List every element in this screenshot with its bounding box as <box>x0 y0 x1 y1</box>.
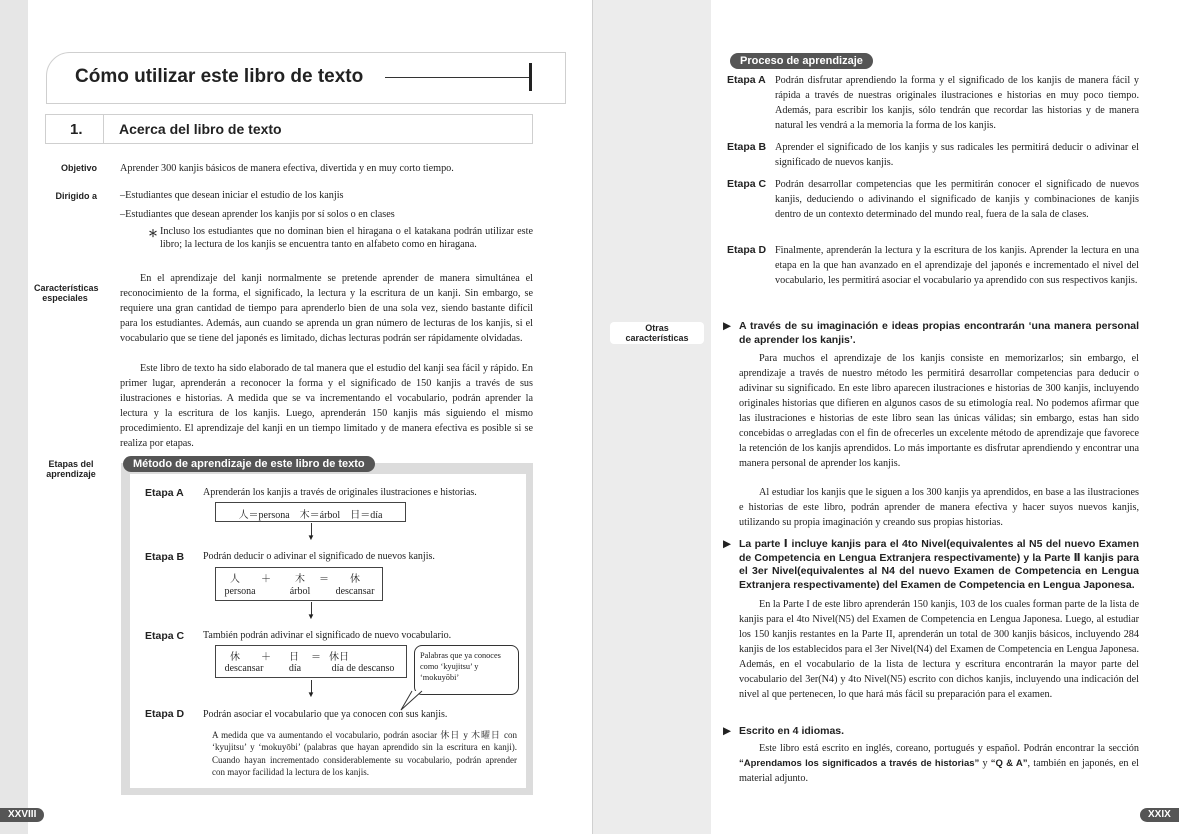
method-etapa-b-label: Etapa B <box>145 551 185 563</box>
bullet-1-heading: A través de su imaginación e ideas propias encontrarán ‘una manera personal de aprender los kanjis’. <box>739 320 1139 346</box>
method-etapa-d-detail: A medida que va aumentando el vocabulario, podrán asociar 休日 y 木曜日 con ‘kyujitsu’ y ‘mokuyōbi’ (palabras que hayan aprendido sin la escritura en kanji). Cuando hayan incrementado considerablemente su vocabulario, podrán aprender con mayor facilidad la lectura de los kanjis. <box>212 730 517 777</box>
etapa-b-meaning-1: persona <box>224 586 256 597</box>
bullet-3-heading: Escrito en 4 idiomas. <box>739 725 845 737</box>
proceso-etapa-d-label: Etapa D <box>727 244 767 256</box>
etapa-c-meaning-3: día de descanso <box>331 663 395 674</box>
title-rule-cap <box>529 63 532 91</box>
note-asterisk: ＊ <box>148 229 158 240</box>
title-rule <box>385 77 530 78</box>
proceso-etapa-b-label: Etapa B <box>727 141 767 153</box>
tag-etapas-line1: Etapas del <box>48 459 94 469</box>
bullet-3-bold-2: “Q & A” <box>990 758 1028 769</box>
caracteristicas-paragraph-2: Este libro de texto ha sido elaborado de tal manera que el estudio del kanji sea fácil y rápido. En primer lugar, aprenderán a reconocer la forma y el significado de 150 kanjis a través de sus ilustraciones e historias. A medida que se va incrementando el vocabulario, podrán aprender la lectura y la escritura de los kanjis. Luego, aprenderán 150 kanjis más siguiendo el mismo procedimiento. El aprendizaje del kanji en un tiempo limitado y de manera efectiva es posible si se realiza por etapas. <box>120 363 533 449</box>
dirigido-line-1: –Estudiantes que desean iniciar el estudio de los kanjis <box>120 190 344 201</box>
bullet-3-paragraph <box>739 741 1139 786</box>
bullet-2-heading: La parte Ⅰ incluye kanjis para el 4to Nivel(equivalentes al N5 del nuevo Examen de Competencia en Lengua Extranjera respectivamente) y la Parte Ⅱ kanjis para el 3er Nivel(equivalentes al N4 del nuevo Examen de Competencia en Lengua Extranjera respectivamente) del Examen de Competencia en Lengua Japonesa. <box>739 538 1139 591</box>
tag-etapas-line2: aprendizaje <box>46 469 96 479</box>
proceso-etapa-a-text: Podrán disfrutar aprendiendo la forma y el significado de los kanjis de manera fácil y rápida a través de nuestras originales ilustraciones e historias en muy poco tiempo. Además, para escribir los kanjis, sólo tendrán que recordar las historias y de manera natural les vendrá a la memoria la forma de los kanjis. <box>775 75 1139 131</box>
method-etapa-d-label: Etapa D <box>145 708 185 720</box>
etapa-b-equals: ＝ <box>319 574 329 585</box>
tag-dirigido: Dirigido a <box>47 190 101 202</box>
method-etapa-d-text: Podrán asociar el vocabulario que ya conocen con sus kanjis. <box>203 709 448 720</box>
section-divider <box>103 114 104 144</box>
arrow-c-d-head: ▼ <box>307 690 315 699</box>
tag-otras-caracteristicas: Otras características <box>610 322 704 344</box>
caracteristicas-paragraph-1: En el aprendizaje del kanji normalmente se pretende aprender de manera simultánea el reconocimiento de la forma, el significado, la lectura y la escritura de un kanji. Sin embargo, se requiere una gran cantidad de tiempo para aprenderlo bien de una sola vez, siendo bastante difícil para los estudiantes. Además, aun cuando se aprenda un gran número de lecturas de los kanjis, si el vocabulario que se tiene del japonés es limitado, dichas lecturas podrán ser rápidamente olvidadas. <box>120 273 533 344</box>
bullet-3-text-b: y <box>979 758 991 769</box>
page-number-right: XXIX <box>1140 808 1179 822</box>
bullet-3-bold-1: “Aprendamos los significados a través de historias” <box>739 758 980 769</box>
method-etapa-b-text: Podrán deducir o adivinar el significado de nuevos kanjis. <box>203 551 435 562</box>
proceso-etapa-a-label: Etapa A <box>727 74 766 86</box>
etapa-b-kanji-2: 木 <box>295 574 305 585</box>
objetivo-text: Aprender 300 kanjis básicos de manera efectiva, divertida y en muy corto tiempo. <box>120 163 454 174</box>
tag-caracteristicas-line1: Características <box>34 283 99 293</box>
page-number-left: XXVIII <box>0 808 44 822</box>
etapa-c-kanji-1: 休 <box>230 652 240 663</box>
bullet-2-paragraph: En la Parte I de este libro aprenderán 150 kanjis, 103 de los cuales forman parte de la lista de kanjis para el 4to Nivel(N5) del Examen de Competencia en Lengua Japonesa. Luego, al estudiar los 150 kanjis restantes en la Parte II, aprenderán un total de 300 kanjis básicos, incluyendo 284 kanjis de los establecidos para el 3er Nivel(N4) del Examen de Competencia en Lengua Japonesa. Además, en el vocabulario de la lista de lectura y escritura encontrarán la mayor parte del vocabulario del 3er(N4) y 4to Nivel(N5) escrito con dichos kanjis, incluyendo una indicación del nivel al que pertenecen, lo que hará más fácil su preparación para el examen. <box>739 599 1139 700</box>
etapa-c-kanji-2: 日 <box>289 652 299 663</box>
dirigido-line-2: –Estudiantes que desean aprender los kanjis por sí solos o en clases <box>120 209 395 220</box>
section-number: 1. <box>70 121 83 138</box>
etapa-b-meaning-2: árbol <box>289 586 311 597</box>
proceso-etapa-c-label: Etapa C <box>727 178 767 190</box>
method-etapa-c-text: También podrán adivinar el significado de nuevo vocabulario. <box>203 630 452 641</box>
method-etapa-a-label: Etapa A <box>145 487 184 499</box>
tag-caracteristicas-line2: especiales <box>42 293 88 303</box>
bullet-arrow-2: ▶ <box>723 539 732 550</box>
left-margin-strip <box>0 0 28 834</box>
note-text: Incluso los estudiantes que no dominan bien el hiragana o el katakana podrán utilizar este libro; la lectura de los kanjis se encuentra tanto en alfabeto como en hiragana. <box>160 226 533 250</box>
page-title: Cómo utilizar este libro de texto <box>75 66 364 87</box>
etapa-b-plus: ＋ <box>261 574 271 585</box>
method-etapa-c-label: Etapa C <box>145 630 185 642</box>
tag-etapas <box>42 458 100 480</box>
etapa-b-kanji-1: 人 <box>230 574 240 585</box>
method-etapa-a-text: Aprenderán los kanjis a través de originales ilustraciones e historias. <box>203 487 477 498</box>
speech-bubble: Palabras que ya conoces como ‘kyujitsu’ y ‘mokuyōbi’ <box>414 645 519 695</box>
bullet-3-text-a: Este libro está escrito en inglés, coreano, portugués y español. Podrán encontrar la sección <box>759 743 1139 754</box>
etapa-b-meaning-3: descansar <box>335 586 375 597</box>
section-title: Acerca del libro de texto <box>119 121 282 137</box>
tag-objetivo: Objetivo <box>57 162 101 174</box>
proceso-etapa-d-text: Finalmente, aprenderán la lectura y la escritura de los kanjis. Aprender la lectura en una etapa en la que han avanzado en el aprendizaje del japonés e incrementado el nivel del vocabulario, les permitirá asociar el vocabulario ya aprendido con sus respectivos kanjis. <box>775 245 1139 286</box>
bullet-1-paragraph-2: Al estudiar los kanjis que le siguen a los 300 kanjis ya aprendidos, en base a las ilustraciones e historias de este libro, podrán aprender de manera efectiva y hacer suyos nuevos kanjis, utilizando su propia imaginación y creando sus propias historias. <box>739 487 1139 528</box>
tag-caracteristicas <box>30 282 100 304</box>
bullet-arrow-1: ▶ <box>723 321 732 332</box>
etapa-b-kanji-3: 休 <box>350 574 360 585</box>
bullet-arrow-3: ▶ <box>723 726 732 737</box>
etapa-c-plus: ＋ <box>261 652 271 663</box>
arrow-a-b-head: ▼ <box>307 533 315 542</box>
bullet-3-text-c: , también en japonés, en el material adjunto. <box>739 758 1139 784</box>
right-margin-strip <box>593 0 711 834</box>
etapa-a-example: 人＝persona 木＝árbol 日＝día <box>238 510 383 521</box>
etapa-c-kanji-3: 休日 <box>329 652 349 663</box>
bullet-1-paragraph-1: Para muchos el aprendizaje de los kanjis consiste en memorizarlos; sin embargo, el aprendizaje a través de nuestro método les permitirá desarrollar competencias para deducir o adivinar su significado. En este libro aparecen ilustraciones e historias de 300 kanjis, incluyendo originales historias que difieren en algunos casos de su etimología real. No podemos afirmar que las ilustraciones e historias de este libro sean las únicas válidas; sin embargo, estas han sido concebidas o arregladas con el fin de ofrecerles un excelente método de aprendizaje que favorece la retención de los kanjis aprendidos. Lo más importante es disfrutar aprendiendo y encontrar una manera personal de aprender los kanjis. <box>739 353 1139 469</box>
proceso-title: Proceso de aprendizaje <box>730 53 873 69</box>
proceso-etapa-c-text: Podrán desarrollar competencias que les permitirán conocer el significado de nuevos kanjis, deduciendo o adivinando el significado de kanjis y combinaciones de kanjis dentro de un contexto determinado del mundo real, fuera de la sala de clases. <box>775 179 1139 220</box>
arrow-b-c-head: ▼ <box>307 612 315 621</box>
proceso-etapa-b-text: Aprender el significado de los kanjis y sus radicales les permitirá deducir o adivinar el significado de nuevos kanjis. <box>775 142 1139 168</box>
etapa-c-equals: ＝ <box>311 652 321 663</box>
etapa-c-meaning-2: día <box>288 663 302 674</box>
etapa-c-meaning-1: descansar <box>224 663 264 674</box>
method-title: Método de aprendizaje de este libro de texto <box>123 456 375 472</box>
